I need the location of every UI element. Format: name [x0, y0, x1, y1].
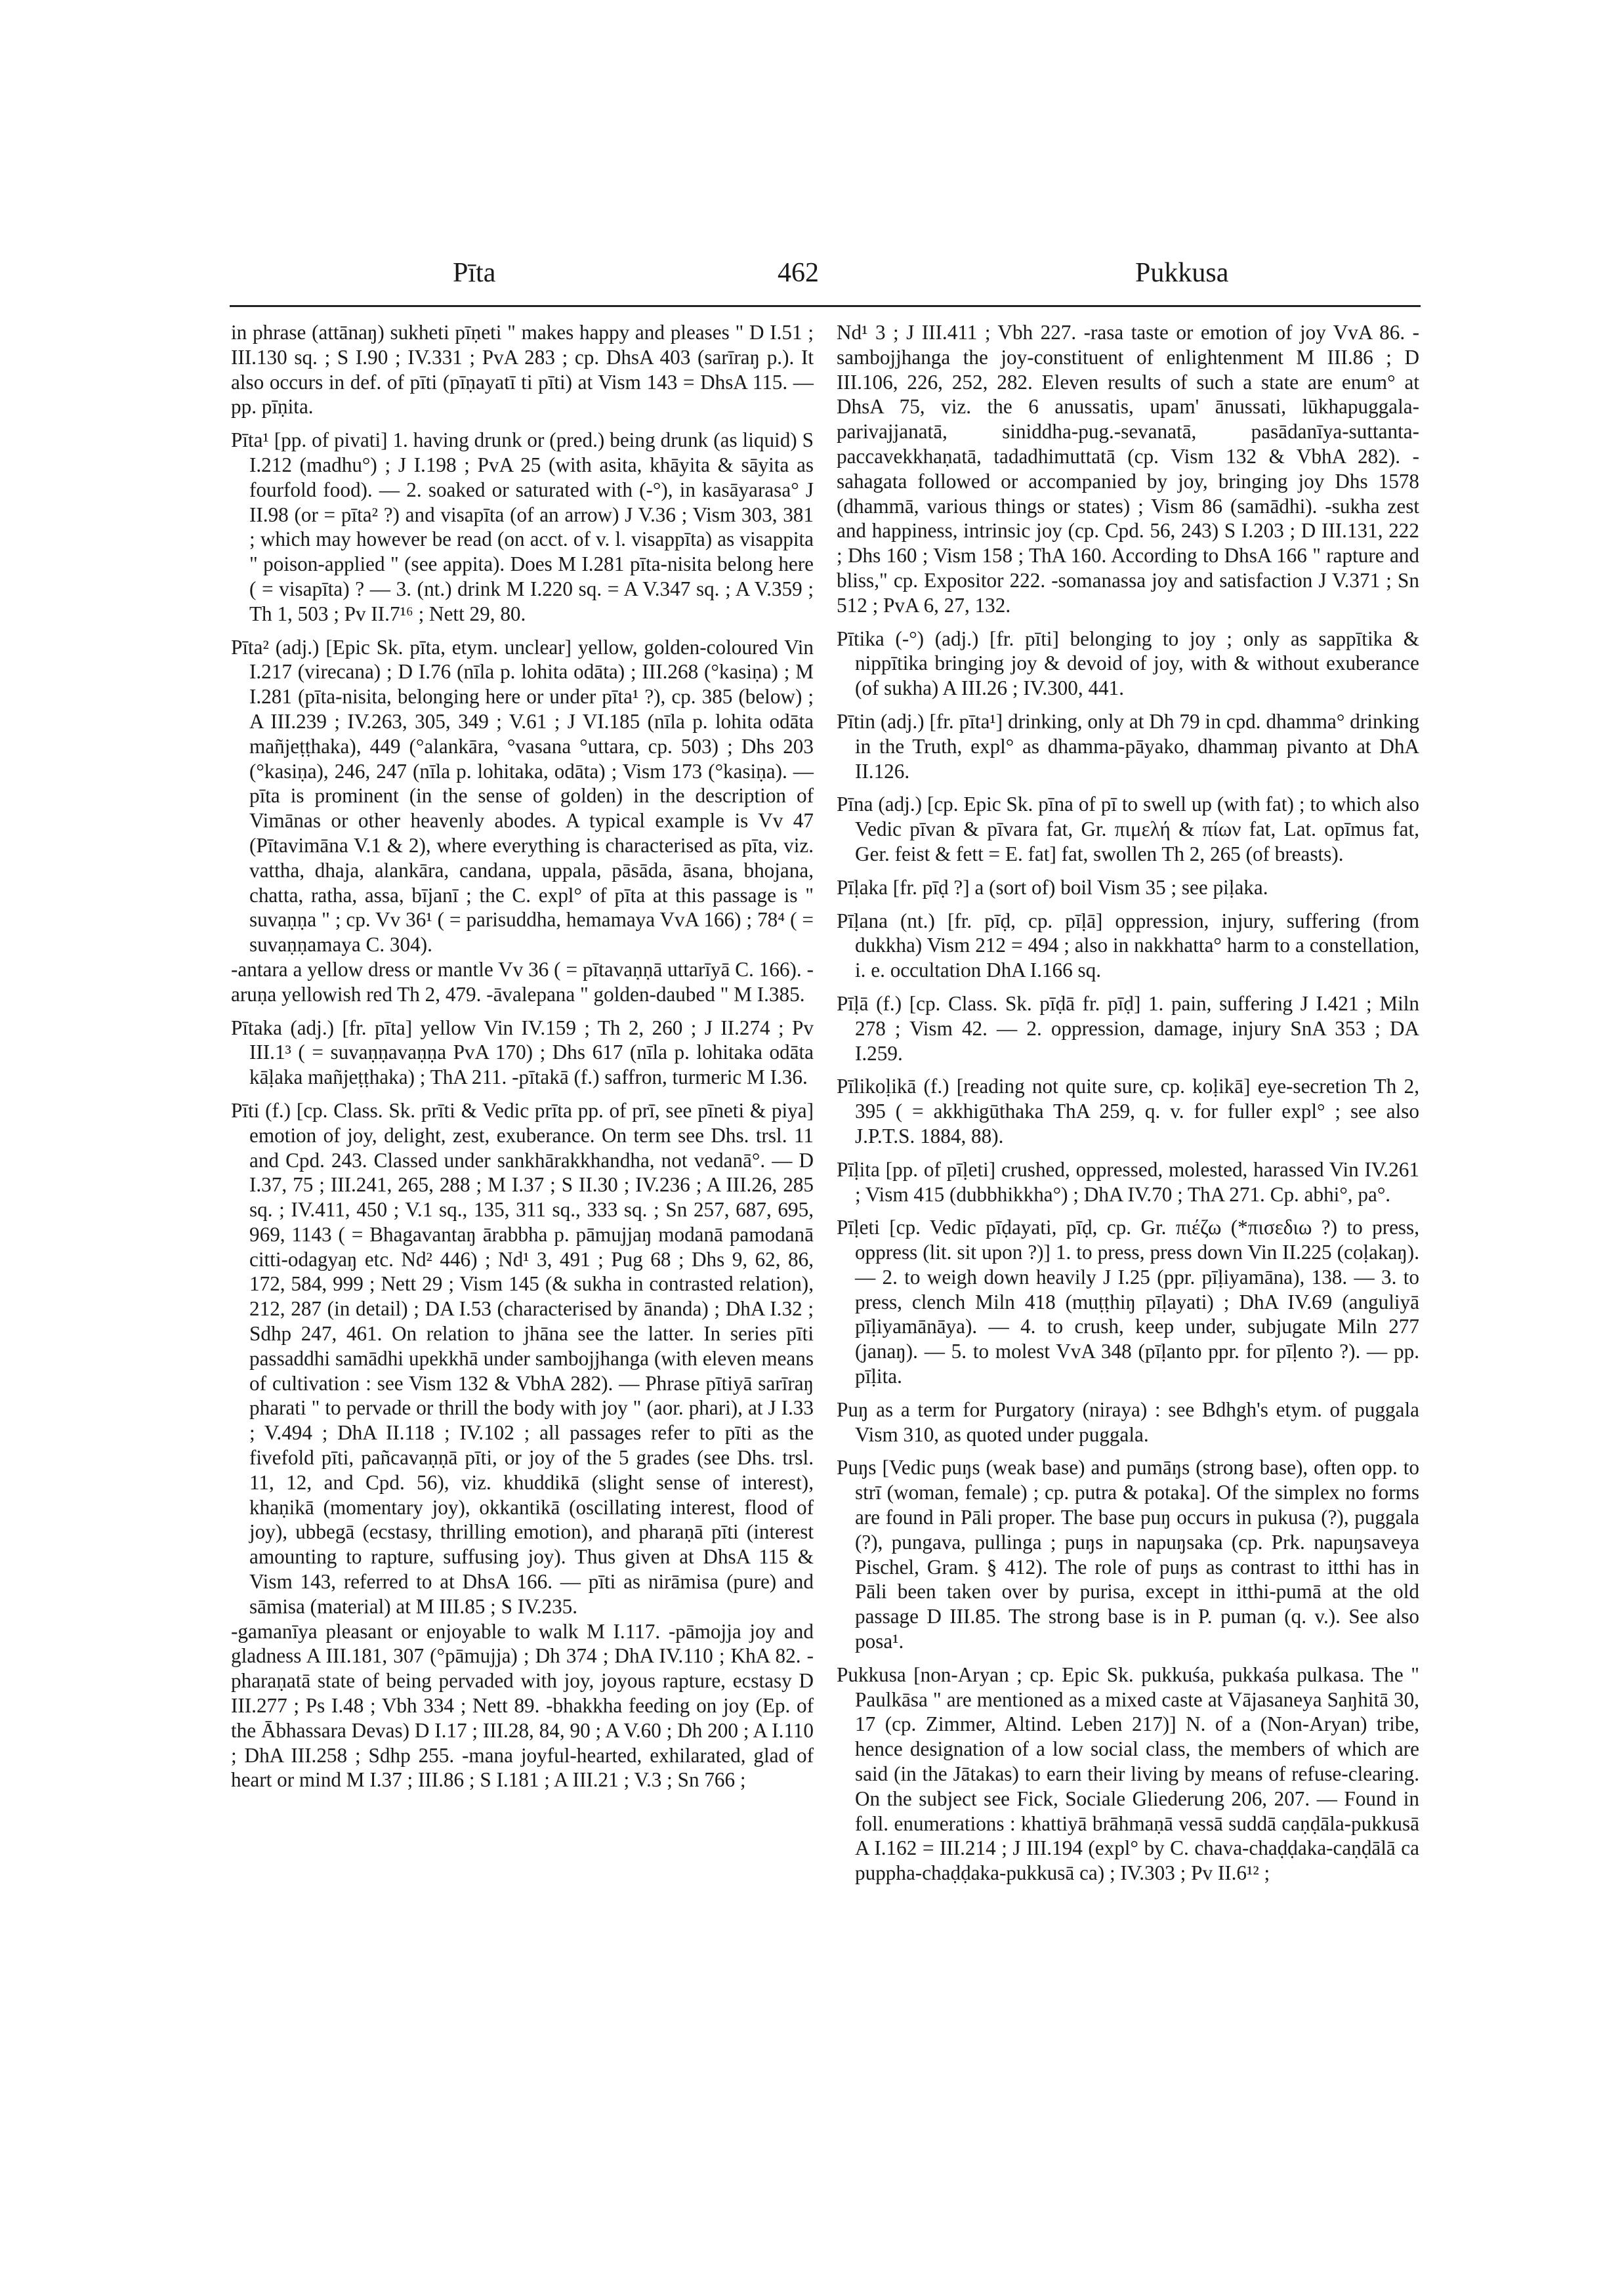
dictionary-entry: Nd¹ 3 ; J III.411 ; Vbh 227. -rasa taste or emotion of joy VvA 86. -sambojjhanga the joy-constituent of enlightenment M III.86 ; D III.106, 226, 252, 282. Eleven results of such a state are enum° at DhsA 75, viz. the 6 anussatis, upam' ānussati, lūkhapuggala-parivajjanatā, siniddha-pug.-sevanatā, pasādanīya-suttanta-paccavekkhaṇatā, tadadhimuttatā (cp. Vism 132 & VbhA 282). -sahagata followed or accompanied by joy, bringing joy Dhs 1578 (dhammā, various things or states) ; Vism 86 (samādhi). -sukha zest and happiness, intrinsic joy (cp. Cpd. 56, 243) S I.203 ; D III.131, 222 ; Dhs 160 ; Vism 158 ; ThA 160. According to DhsA 166 " rapture and bliss," cp. Expositor 222. -somanassa joy and satisfaction J V.371 ; Sn 512 ; PvA 6, 27, 132. [837, 321, 1419, 617]
dictionary-entry: Pīti (f.) [cp. Class. Sk. prīti & Vedic prīta pp. of prī, see pīneti & piya] emotion of joy, delight, zest, exuberance. On term see Dhs. trsl. 11 and Cpd. 243. Classed under sankhārakkhandha, not vedanā°. — D I.37, 75 ; III.241, 265, 288 ; M I.37 ; S II.30 ; IV.236 ; A III.26, 285 sq. ; IV.411, 450 ; V.1 sq., 135, 311 sq., 333 sq. ; Sn 257, 687, 695, 969, 1143 ( = Bhagavantaŋ ārabbha p. pāmujjaŋ modanā pamodanā citti-odagyaŋ etc. Nd² 446) ; Nd¹ 3, 491 ; Pug 68 ; Dhs 9, 62, 86, 172, 584, 999 ; Nett 29 ; Vism 145 (& sukha in contrasted relation), 212, 287 (in detail) ; DA I.53 (characterised by ānanda) ; DhA I.32 ; Sdhp 247, 461. On relation to jhāna see the latter. In series pīti passaddhi samādhi upekkhā under sambojjhanga (with eleven means of cultivation : see Vism 132 & VbhA 282). — Phrase pītiyā sarīraŋ pharati " to pervade or thrill the body with joy " (aor. phari), at J I.33 ; V.494 ; DhA II.118 ; IV.102 ; all passages refer to pīti as the fivefold pīti, pañcavaṇṇā pīti, or joy of the 5 grades (see Dhs. trsl. 11, 12, and Cpd. 56), viz. khuddikā (slight sense of interest), khaṇikā (momentary joy), okkantikā (oscillating interest, flood of joy), ubbegā (ecstasy, thrilling emotion), and pharaṇā pīti (interest amounting to rapture, suffusing joy). Thus given at DhsA 115 & Vism 143, referred to at DhsA 166. — pīti as nirāmisa (pure) and sāmisa (material) at M III.85 ; S IV.235. [231, 1098, 814, 1618]
dictionary-entry: Pīlikoḷikā (f.) [reading not quite sure, cp. koḷikā] eye-secretion Th 2, 395 ( = akkhigūthaka ThA 259, q. v. for fuller expl° ; see also J.P.T.S. 1884, 88). [837, 1075, 1419, 1148]
header-rule [230, 305, 1421, 307]
dictionary-entry: Pītin (adj.) [fr. pīta¹] drinking, only at Dh 79 in cpd. dhamma° drinking in the Truth, expl° as dhamma-pāyako, dhammaŋ pivanto at DhA II.126. [837, 709, 1419, 783]
left-column [231, 320, 814, 1801]
dictionary-entry: Puŋs [Vedic puŋs (weak base) and pumāŋs (strong base), often opp. to strī (woman, female) ; cp. putra & potaka]. Of the simplex no forms are found in Pāli proper. The base puŋ occurs in pukusa (?), puggala (?), pungava, pullinga ; puŋs in napuŋsaka (cp. Prk. napuŋsaveya Pischel, Gram. § 412). The role of puŋs as contrast to itthi has in Pāli been taken over by purisa, except in itthi-pumā at the old passage D III.85. The strong base is in P. puman (q. v.). See also posa¹. [837, 1456, 1419, 1653]
dictionary-entry: Pukkusa [non-Aryan ; cp. Epic Sk. pukkuśa, pukkaśa pulkasa. The " Paulkāsa " are mentioned as a mixed caste at Vājasaneya Saŋhitā 30, 17 (cp. Zimmer, Altind. Leben 217)] N. of a (Non-Aryan) tribe, hence designation of a low social class, the members of which are said (in the Jātakas) to earn their living by means of refuse-clearing. On the subject see Fick, Sociale Gliederung 206, 207. — Found in foll. enumerations : khattiyā brāhmaṇā vessā suddā caṇḍāla-pukkusā A I.162 = III.214 ; J III.194 (expl° by C. chava-chaḍḍaka-caṇḍālā ca puppha-chaḍḍaka-pukkusā ca) ; IV.303 ; Pv II.6¹² ; [837, 1663, 1419, 1885]
dictionary-entry: Pīta¹ [pp. of pivati] 1. having drunk or (pred.) being drunk (as liquid) S I.212 (madhu°) ; J I.198 ; PvA 25 (with asita, khāyita & sāyita as fourfold food). — 2. soaked or saturated with (-°), in kasāyarasa° J II.98 (or = pīta² ?) and visapīta (of an arrow) J V.36 ; Vism 303, 381 ; which may however be read (on acct. of v. l. visappīta) as visappita " poison-applied " (see appita). Does M I.281 pīta-nisita belong here ( = visapīta) ? — 3. (nt.) drink M I.220 sq. = A V.347 sq. ; A V.359 ; Th 1, 503 ; Pv II.7¹⁶ ; Nett 29, 80. [231, 428, 814, 625]
dictionary-entry: Pīḷaka [fr. pīḍ ?] a (sort of) boil Vism 35 ; see piḷaka. [837, 875, 1268, 899]
header-left-headword: Pīta [453, 258, 496, 288]
dictionary-entry: Pīḷana (nt.) [fr. pīḍ, cp. pīḷā] oppression, injury, suffering (from dukkha) Vism 212 = 494 ; also in nakkhatta° harm to a constellation, i. e. occultation DhA I.166 sq. [837, 909, 1419, 982]
page-number: 462 [778, 258, 819, 288]
dictionary-entry: Pītaka (adj.) [fr. pīta] yellow Vin IV.159 ; Th 2, 260 ; J II.274 ; Pv III.1³ ( = suvaṇṇavaṇṇa PvA 170) ; Dhs 617 (nīla p. lohitaka odāta kāḷaka mañjeṭṭhaka) ; ThA 211. -pītakā (f.) saffron, turmeric M I.36. [231, 1016, 814, 1089]
dictionary-entry: Pīḷā (f.) [cp. Class. Sk. pīḍā fr. pīḍ] 1. pain, suffering J I.421 ; Miln 278 ; Vism 42. — 2. oppression, damage, injury SnA 353 ; DA I.259. [837, 991, 1419, 1065]
page-header [0, 257, 1624, 297]
header-right-headword: Pukkusa [1135, 258, 1229, 288]
dictionary-entry: in phrase (attānaŋ) sukheti pīṇeti " makes happy and pleases " D I.51 ; III.130 sq. ; S I.90 ; IV.331 ; PvA 283 ; cp. DhsA 403 (sarīraŋ p.). It also occurs in def. of pīti (pīṇayatī ti pīti) at Vism 143 = DhsA 115. — pp. pīṇita. [231, 321, 814, 419]
dictionary-entry: Puŋ as a term for Purgatory (niraya) : see Bdhgh's etym. of puggala Vism 310, as quoted under puggala. [837, 1397, 1419, 1446]
dictionary-entry: Pīḷita [pp. of pīḷeti] crushed, oppressed, molested, harassed Vin IV.261 ; Vism 415 (dubbhikkha°) ; DhA IV.70 ; ThA 271. Cp. abhi°, pa°. [837, 1157, 1419, 1206]
dictionary-entry: Pītika (-°) (adj.) [fr. pīti] belonging to joy ; only as sappītika & nippītika bringing joy & devoid of joy, with & without exuberance (of sukha) A III.26 ; IV.300, 441. [837, 627, 1419, 700]
right-column [837, 320, 1419, 1886]
dictionary-entry: -antara a yellow dress or mantle Vv 36 ( = pītavaṇṇā uttarīyā C. 166). -aruṇa yellowish red Th 2, 479. -āvalepana " golden-daubed " M I.385. [231, 957, 814, 1006]
dictionary-entry: Pīḷeti [cp. Vedic pīḍayati, pīḍ, cp. Gr. πιέζω (*πισεδιω ?) to press, oppress (lit. sit upon ?)] 1. to press, press down Vin II.225 (coḷakaŋ). — 2. to weigh down heavily J I.25 (ppr. pīḷiyamāna), 138. — 3. to press, clench Miln 418 (muṭṭhiŋ pīḷayati) ; DhA IV.69 (anguliyā pīḷiyamānāya). — 4. to crush, keep under, subjugate Miln 277 (janaŋ). — 5. to molest VvA 348 (pīḷanto ppr. for pīḷento ?). — pp. pīḷita. [837, 1216, 1419, 1388]
dictionary-entry: -gamanīya pleasant or enjoyable to walk M I.117. -pāmojja joy and gladness A III.181, 307 (°pāmujja) ; Dh 374 ; DhA IV.110 ; KhA 82. -pharaṇatā state of being pervaded with joy, joyous rapture, ecstasy D III.277 ; Ps I.48 ; Vbh 334 ; Nett 89. -bhakkha feeding on joy (Ep. of the Ābhassara Devas) D I.17 ; III.28, 84, 90 ; A V.60 ; Dh 200 ; A I.110 ; DhA III.258 ; Sdhp 255. -mana joyful-hearted, exhilarated, glad of heart or mind M I.37 ; III.86 ; S I.181 ; A III.21 ; V.3 ; Sn 766 ; [231, 1619, 814, 1792]
dictionary-entry: Pīta² (adj.) [Epic Sk. pīta, etym. unclear] yellow, golden-coloured Vin I.217 (virecana) ; D I.76 (nīla p. lohita odāta) ; III.268 (°kasiṇa) ; M I.281 (pīta-nisita, belonging here or under pīta¹ ?), cp. 385 (below) ; A III.239 ; IV.263, 305, 349 ; V.61 ; J VI.185 (nīla p. lohita odāta mañjeṭṭhaka), 449 (°alankāra, °vasana °uttara, cp. 503) ; Dhs 203 (°kasiṇa), 246, 247 (nīla p. lohitaka, odāta) ; Vism 173 (°kasiṇa). — pīta is prominent (in the sense of golden) in the description of Vimānas or other heavenly abodes. A typical example is Vv 47 (Pītavimāna V.1 & 2), where everything is characterised as pīta, viz. vattha, dhaja, alankāra, candana, uppala, pāsāda, āsana, bhojana, chatta, ratha, assa, bījanī ; the C. expl° of pīta at this passage is " suvaṇṇa " ; cp. Vv 36¹ ( = parisuddha, hemamaya VvA 166) ; 78⁴ ( = suvaṇṇamaya C. 304). [231, 635, 814, 957]
dictionary-entry: Pīna (adj.) [cp. Epic Sk. pīna of pī to swell up (with fat) ; to which also Vedic pīvan & pīvara fat, Gr. πιμελή & πίων fat, Lat. opīmus fat, Ger. feist & fett = E. fat] fat, swollen Th 2, 265 (of breasts). [837, 793, 1419, 865]
